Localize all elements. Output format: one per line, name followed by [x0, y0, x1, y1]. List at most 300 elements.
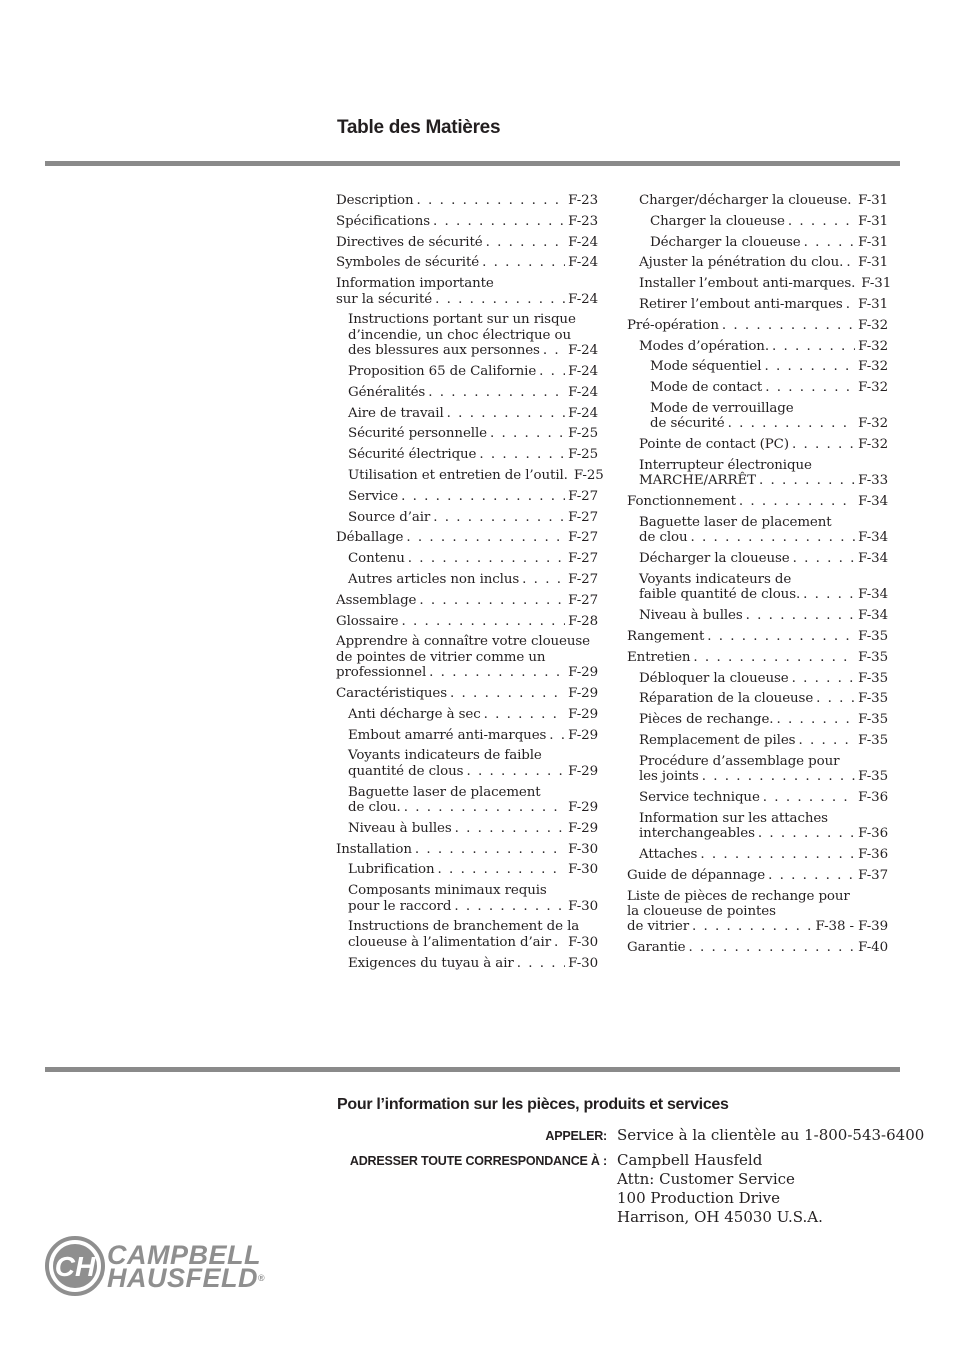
toc-entry — [336, 510, 598, 525]
toc-entry-label: Aire de travail — [348, 405, 444, 421]
toc-entry-label: Anti décharge à sec — [348, 706, 481, 722]
toc-entry-page: F-31 — [858, 255, 888, 271]
toc-entry-main — [348, 551, 598, 566]
toc-entry — [627, 811, 888, 842]
toc-entry-page: F-40 — [858, 940, 888, 956]
toc-entry-main — [348, 764, 598, 779]
toc-entry — [627, 458, 888, 489]
dot-leader — [455, 821, 565, 836]
toc-entry-page: F-29 — [568, 727, 598, 743]
toc-entry-page: F-32 — [858, 437, 888, 453]
toc-entry — [336, 530, 598, 545]
toc-entry — [627, 515, 888, 546]
toc-entry-page: F-29 — [568, 799, 598, 815]
toc-entry-line: Procédure d’assemblage pour — [639, 753, 840, 769]
toc-entry-label: Débloquer la cloueuse — [639, 670, 789, 686]
toc-entry-page: F-24 — [568, 384, 598, 400]
toc-entry-label: de vitrier — [627, 919, 689, 935]
toc-entry-page: F-24 — [568, 291, 598, 307]
toc-entry-page: F-27 — [568, 551, 598, 567]
toc-entry-main — [348, 821, 598, 836]
toc-entry-main — [639, 608, 888, 623]
dot-leader — [693, 650, 855, 665]
toc-entry — [336, 406, 598, 421]
toc-entry-main — [639, 276, 892, 292]
toc-entry-label: quantité de clous — [348, 763, 464, 779]
toc-entry-page: F-24 — [568, 405, 598, 421]
toc-entry-page: F-34 — [858, 530, 888, 546]
dot-leader — [406, 530, 565, 545]
dot-leader — [707, 629, 855, 644]
dot-leader — [788, 214, 855, 229]
toc-entry-label: Spécifications — [336, 213, 430, 229]
dot-leader — [722, 318, 855, 333]
toc-entry-label: Généralités — [348, 384, 426, 400]
dot-leader — [803, 587, 855, 602]
toc-entry-label: Entretien — [627, 649, 691, 665]
toc-entry — [336, 686, 598, 701]
toc-entry-line: Information sur les attaches — [639, 810, 828, 826]
toc-entry-label: Contenu — [348, 551, 405, 567]
toc-entry-page: F-32 — [858, 380, 888, 396]
toc-entry-label: Installer l’embout anti-marques. — [639, 276, 856, 292]
dot-leader — [401, 614, 565, 629]
toc-entry — [627, 572, 888, 603]
toc-entry-main — [348, 489, 598, 504]
call-label: APPELER: — [545, 1129, 607, 1143]
toc-entry-label: Caractéristiques — [336, 685, 448, 701]
toc-entry-label: Exigences du tuyau à air — [348, 955, 514, 971]
toc-entry-label: de clou. — [348, 799, 401, 815]
toc-entry-page: F-31 — [858, 213, 888, 229]
toc-entry — [627, 255, 888, 270]
toc-entry-main — [336, 193, 598, 208]
dot-leader — [793, 551, 856, 566]
dot-leader — [691, 530, 856, 545]
toc-entry-main — [348, 956, 598, 971]
toc-entry — [336, 426, 598, 441]
toc-entry-label: Mode de contact — [650, 380, 763, 396]
toc-entry-main — [639, 339, 888, 354]
toc-entry — [627, 214, 888, 229]
dot-leader — [804, 235, 856, 250]
dot-leader — [792, 671, 856, 686]
address-line: Campbell Hausfeld — [617, 1151, 763, 1169]
toc-entry-page: F-36 — [858, 826, 888, 842]
toc-entry-main — [336, 614, 598, 629]
toc-entry-main — [348, 385, 598, 400]
toc-entry-page: F-34 — [858, 551, 888, 567]
dot-leader — [816, 691, 855, 706]
dot-leader — [554, 935, 565, 950]
toc-entry — [627, 940, 888, 955]
toc-entry-line: Baguette laser de placement — [348, 784, 541, 800]
toc-entry-page: F-25 — [568, 426, 598, 442]
dot-leader — [549, 728, 565, 743]
toc-entry-main — [348, 800, 598, 815]
toc-entry — [627, 551, 888, 566]
toc-entry-label: Remplacement de piles — [639, 732, 796, 748]
toc-entry-label: Retirer l’embout anti-marques — [639, 296, 843, 312]
toc-entry-main — [348, 510, 598, 525]
toc-entry-main — [348, 343, 598, 358]
dot-leader — [429, 665, 565, 680]
logo-word-hausfeld-text: HAUSFELD — [107, 1263, 258, 1293]
toc-entry-label: pour le raccord — [348, 898, 452, 914]
toc-entry-line: Voyants indicateurs de — [639, 571, 792, 587]
dot-leader — [482, 255, 565, 270]
toc-entry-label: Niveau à bulles — [639, 608, 743, 624]
toc-entry-label: Décharger la cloueuse — [639, 551, 790, 567]
toc-entry-main — [336, 255, 598, 270]
dot-leader — [846, 255, 855, 270]
toc-entry-page: F-30 — [568, 898, 598, 914]
toc-entry — [336, 883, 598, 914]
toc-entry — [627, 276, 892, 292]
dot-leader — [764, 359, 855, 374]
toc-entry — [627, 494, 888, 509]
toc-entry-label: Service — [348, 488, 399, 504]
toc-entry-main — [639, 691, 888, 706]
toc-entry-label: Pointe de contact (PC) — [639, 437, 789, 453]
toc-entry — [627, 318, 888, 333]
toc-column-right — [627, 193, 892, 961]
dot-leader — [517, 956, 565, 971]
toc-entry-main — [627, 919, 888, 934]
dot-leader — [539, 364, 565, 379]
dot-leader — [428, 385, 565, 400]
dot-leader — [484, 707, 566, 722]
dot-leader — [404, 800, 565, 815]
toc-entry-page: F-34 — [858, 587, 888, 603]
toc-entry — [627, 650, 888, 665]
toc-entry-page: F-28 — [568, 613, 598, 629]
toc-entry-main — [639, 587, 888, 602]
dot-leader — [415, 842, 565, 857]
toc-entry — [627, 790, 888, 805]
toc-entry-page: F-35 — [858, 712, 888, 728]
toc-entry-main — [336, 214, 598, 229]
toc-entry-line: de pointes de vitrier comme un — [336, 649, 546, 665]
toc-entry-line: Apprendre à connaître votre cloueuse — [336, 634, 591, 650]
toc-entry-main — [348, 707, 598, 722]
toc-entry-label: Sécurité personnelle — [348, 426, 487, 442]
toc-entry-label: Ajuster la pénétration du clou. — [639, 255, 844, 271]
toc-entry-main — [348, 572, 598, 587]
toc-entry-label: Réparation de la cloueuse — [639, 691, 814, 707]
toc-entry-main — [650, 416, 888, 431]
toc-entry-label: Proposition 65 de Californie — [348, 364, 537, 379]
mailing-address — [617, 1151, 823, 1227]
page-title: Table des Matières — [337, 117, 501, 138]
dot-leader — [759, 473, 855, 488]
toc-entry — [627, 691, 888, 706]
toc-entry-page: F-34 — [858, 608, 888, 624]
toc-entry-page: F-24 — [568, 255, 598, 271]
toc-entry-page: F-27 — [568, 509, 598, 525]
toc-entry-label: Charger la cloueuse — [650, 213, 785, 229]
toc-entry-label: Garantie — [627, 940, 686, 956]
toc-entry-label: Directives de sécurité — [336, 234, 483, 250]
toc-entry-main — [639, 530, 888, 545]
toc-entry-main — [650, 380, 888, 395]
toc-entry-page: F-27 — [568, 571, 598, 587]
toc-entry — [336, 276, 598, 307]
toc-entry-page: F-30 — [568, 955, 598, 971]
dot-leader — [450, 686, 565, 701]
toc-entry — [627, 339, 888, 354]
toc-entry-label: professionnel — [336, 665, 427, 681]
toc-entry-page: F-31 — [858, 193, 888, 208]
toc-entry-label: faible quantité de clous. — [639, 587, 801, 603]
toc-entry-page: F-32 — [858, 317, 888, 333]
toc-entry-main — [639, 297, 888, 312]
dot-leader — [854, 193, 855, 208]
toc-entry-main — [627, 494, 888, 509]
dot-leader — [768, 868, 855, 883]
toc-entry-label: Pré-opération — [627, 317, 719, 333]
toc-entry-page: F-34 — [858, 494, 888, 510]
toc-entry-page: F-30 — [568, 841, 598, 857]
dot-leader — [433, 214, 565, 229]
toc-entry-page: F-35 — [858, 732, 888, 748]
toc-entry-label: Utilisation et entretien de l’outil. — [348, 467, 568, 483]
toc-entry — [336, 919, 598, 950]
toc-entry — [336, 842, 598, 857]
dot-leader — [792, 437, 855, 452]
toc-entry-label: Mode séquentiel — [650, 359, 762, 375]
dot-leader — [435, 292, 565, 307]
mail-label: ADRESSER TOUTE CORRESPONDANCE À : — [349, 1154, 607, 1168]
toc-entry-label: MARCHE/ARRÊT — [639, 473, 757, 489]
toc-entry-page: F-27 — [568, 592, 598, 608]
toc-entry — [336, 312, 598, 358]
toc-entry-page: F-24 — [568, 364, 598, 379]
dot-leader — [798, 733, 855, 748]
toc-entry-main — [639, 255, 888, 270]
toc-entry — [336, 572, 598, 587]
toc-entry-label: Lubrification — [348, 862, 435, 878]
toc-entry-main — [650, 359, 888, 374]
toc-entry-line: Baguette laser de placement — [639, 514, 832, 530]
toc-entry — [627, 868, 888, 883]
toc-entry-page: F-35 — [858, 670, 888, 686]
dot-leader — [702, 769, 855, 784]
toc-entry-main — [348, 406, 598, 421]
logo-monogram: CH — [54, 1251, 96, 1282]
toc-entry-main — [627, 940, 888, 955]
toc-entry-main — [639, 712, 888, 727]
toc-entry-page: F-31 — [858, 296, 888, 312]
toc-entry — [336, 748, 598, 779]
toc-entry-label: interchangeables — [639, 826, 755, 842]
toc-entry-label: Déballage — [336, 530, 404, 546]
toc-entry — [627, 401, 888, 432]
toc-entry-page: F-25 — [568, 447, 598, 463]
call-value: Service à la clientèle au 1-800-543-6400 — [617, 1126, 925, 1144]
dot-leader — [776, 712, 855, 727]
address-line: 100 Production Drive — [617, 1189, 780, 1207]
toc-entry-label: de sécurité — [650, 416, 725, 432]
toc-entry-page: F-32 — [858, 359, 888, 375]
toc-entry-label: Description — [336, 193, 414, 208]
top-divider — [45, 161, 900, 166]
toc-entry-label: Guide de dépannage — [627, 867, 766, 883]
toc-entry — [336, 862, 598, 877]
dot-leader — [700, 847, 855, 862]
dot-leader — [401, 489, 565, 504]
toc-entry-page: F-37 — [858, 867, 888, 883]
ch-monogram-icon — [45, 1236, 109, 1296]
toc-entry-main — [627, 868, 888, 883]
toc-entry — [627, 235, 888, 250]
dot-leader — [692, 919, 813, 934]
toc-entry-line: Composants minimaux requis — [348, 883, 547, 899]
toc-entry-label: Source d’air — [348, 509, 431, 525]
dot-leader — [438, 862, 566, 877]
toc-entry-page: F-29 — [568, 685, 598, 701]
toc-entry-label: Décharger la cloueuse — [650, 234, 801, 250]
toc-entry-page: F-29 — [568, 820, 598, 836]
toc-entry — [627, 297, 888, 312]
toc-entry-line: Information importante — [336, 276, 494, 292]
toc-entry-label: Niveau à bulles — [348, 820, 452, 836]
toc-entry-line: Interrupteur électronique — [639, 457, 812, 473]
toc-column-left — [336, 193, 604, 976]
toc-entry-line: Voyants indicateurs de faible — [348, 748, 542, 764]
toc-entry-main — [639, 473, 888, 488]
dot-leader — [447, 406, 565, 421]
toc-entry-label: Attaches — [639, 846, 698, 862]
dot-leader — [454, 899, 565, 914]
dot-leader — [846, 297, 855, 312]
dot-leader — [419, 593, 565, 608]
toc-entry — [627, 437, 888, 452]
dot-leader — [765, 380, 855, 395]
toc-entry — [336, 821, 598, 836]
address-line: Attn: Customer Service — [617, 1170, 795, 1188]
toc-entry-page: F-31 — [858, 234, 888, 250]
toc-entry-label: Fonctionnement — [627, 494, 736, 510]
toc-entry-main — [348, 426, 598, 441]
toc-entry-page: F-23 — [568, 213, 598, 229]
toc-entry-page: F-29 — [568, 665, 598, 681]
dot-leader — [688, 940, 855, 955]
toc-entry-page: F-33 — [858, 473, 888, 489]
toc-entry-main — [639, 193, 888, 208]
toc-entry-line: la cloueuse de pointes — [627, 903, 776, 919]
dot-leader — [417, 193, 566, 208]
toc-entry-label: Symboles de sécurité — [336, 255, 480, 271]
dot-leader — [746, 608, 855, 623]
toc-entry-page: F-25 — [573, 467, 604, 483]
toc-entry-label: Installation — [336, 841, 412, 857]
toc-entry-page: F-35 — [858, 691, 888, 707]
bottom-divider — [45, 1067, 900, 1072]
dot-leader — [486, 235, 566, 250]
toc-entry-main — [639, 437, 888, 452]
toc-entry-page: F-30 — [568, 862, 598, 878]
toc-entry-page: F-35 — [858, 649, 888, 665]
toc-entry-main — [650, 235, 888, 250]
toc-entry-main — [639, 733, 888, 748]
toc-entry-main — [348, 467, 604, 483]
toc-entry — [336, 956, 598, 971]
toc-entry — [336, 193, 598, 208]
toc-entry-main — [627, 650, 888, 665]
toc-entry-line: Mode de verrouillage — [650, 400, 794, 416]
toc-entry — [627, 629, 888, 644]
toc-entry-main — [336, 686, 598, 701]
toc-entry-main — [336, 530, 598, 545]
toc-entry — [627, 889, 888, 935]
toc-entry-main — [650, 214, 888, 229]
toc-entry-page: F-30 — [568, 934, 598, 950]
toc-entry — [336, 489, 598, 504]
toc-entry-main — [627, 629, 888, 644]
toc-entry-line: d’incendie, un choc électrique ou — [348, 327, 571, 343]
logo-word-hausfeld — [107, 1265, 265, 1291]
dot-leader — [772, 339, 855, 354]
toc-entry-main — [639, 826, 888, 841]
toc-entry-label: les joints — [639, 769, 699, 785]
toc-entry-main — [336, 593, 598, 608]
toc-entry-main — [348, 364, 598, 379]
toc-entry-main — [639, 671, 888, 686]
toc-entry — [627, 359, 888, 374]
dot-leader — [763, 790, 855, 805]
toc-entry-page: F-23 — [568, 193, 598, 208]
toc-entry-main — [348, 862, 598, 877]
toc-entry — [336, 593, 598, 608]
toc-entry-label: Rangement — [627, 628, 705, 644]
toc-entry — [336, 467, 604, 483]
toc-entry-page: F-36 — [858, 789, 888, 805]
toc-entry-page: F-27 — [568, 530, 598, 546]
campbell-hausfeld-logo — [45, 1234, 305, 1298]
toc-entry-main — [639, 551, 888, 566]
dot-leader — [433, 510, 565, 525]
toc-entry-main — [627, 318, 888, 333]
toc-entry-page: F-24 — [568, 343, 598, 359]
toc-entry-page: F-24 — [568, 234, 598, 250]
toc-entry-label: sur la sécurité — [336, 291, 433, 307]
toc-entry-label: Assemblage — [336, 592, 417, 608]
toc-entry-label: Pièces de rechange. — [639, 712, 774, 728]
toc-entry — [336, 707, 598, 722]
dot-leader — [479, 447, 565, 462]
toc-entry — [336, 255, 598, 270]
toc-entry-page: F-36 — [858, 846, 888, 862]
toc-entry — [627, 193, 888, 208]
toc-entry-main — [336, 292, 598, 307]
toc-entry-main — [348, 935, 598, 950]
toc-entry-label: Sécurité électrique — [348, 447, 477, 463]
toc-entry — [336, 634, 598, 680]
dot-leader — [739, 494, 855, 509]
toc-entry-main — [336, 665, 598, 680]
toc-entry — [336, 447, 598, 462]
toc-entry-page: F-29 — [568, 763, 598, 779]
toc-entry — [336, 385, 598, 400]
toc-entry-main — [639, 847, 888, 862]
toc-entry-label: Modes d’opération. — [639, 338, 769, 354]
contact-title: Pour l’information sur les pièces, produits et services — [337, 1096, 729, 1113]
toc-entry-page: F-35 — [858, 628, 888, 644]
toc-entry-page: F-29 — [568, 706, 598, 722]
registered-mark: ® — [258, 1273, 266, 1283]
toc-entry — [627, 712, 888, 727]
